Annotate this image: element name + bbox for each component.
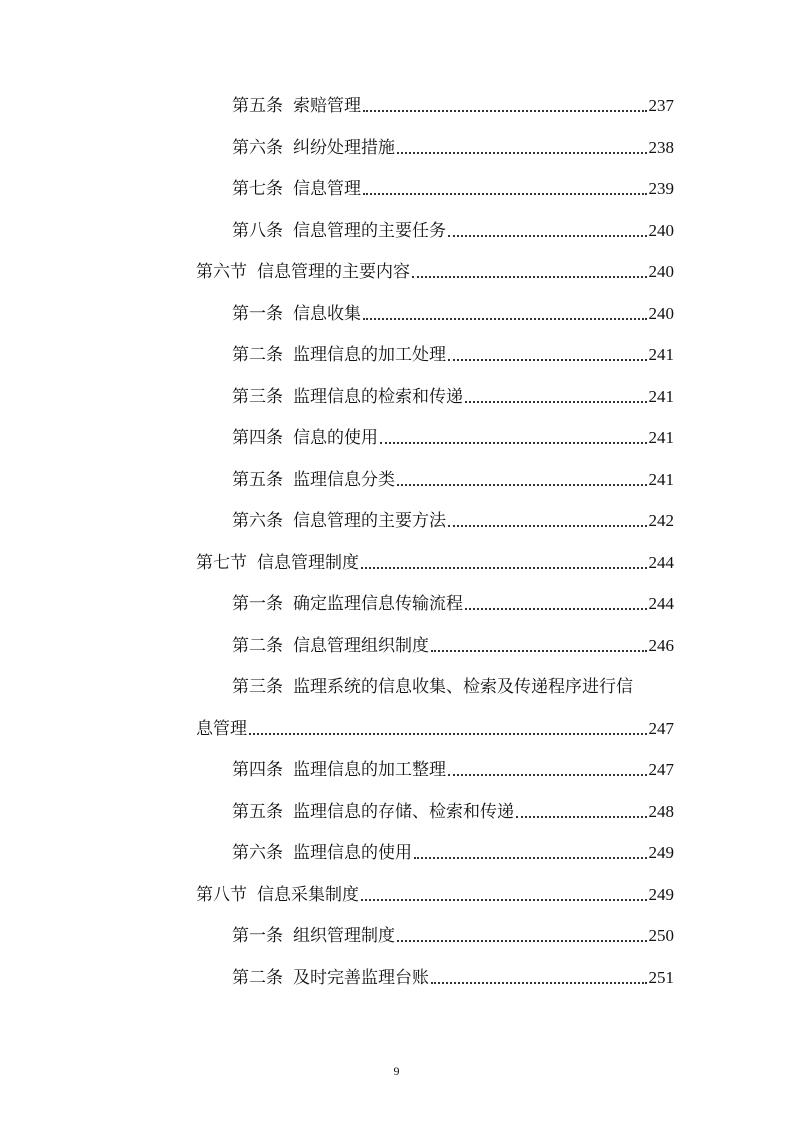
toc-label [232,511,446,531]
dot-leader [448,524,647,527]
toc-label [232,843,412,863]
toc-label [232,387,463,407]
toc-label [232,470,395,490]
toc-number: 第七条 [232,179,283,199]
dot-leader [414,856,647,859]
toc-number: 第一条 [232,926,283,946]
dot-leader [465,400,647,403]
toc-title: 信息采集制度 [257,884,359,905]
toc-title: 及时完善监理台账 [293,967,429,988]
toc-label [232,428,378,448]
dot-leader [380,441,647,444]
toc-title: 信息管理的主要内容 [257,262,410,282]
toc-label [232,677,633,697]
toc-label [196,885,359,905]
page-number: 9 [393,1064,400,1078]
toc-number: 第六节 [196,262,247,282]
dot-leader [363,109,647,112]
toc-title: 确定监理信息传输流程 [293,594,463,614]
toc-page: 240 [648,262,674,281]
toc-number: 第五条 [232,801,283,822]
toc-title: 信息管理的主要任务 [293,220,446,241]
toc-entry[interactable] [232,794,674,822]
toc-page: 241 [648,386,674,406]
toc-title: 监理信息的存储、检索和传递 [293,801,514,822]
toc-number: 第二条 [232,635,283,656]
dot-leader [249,732,647,735]
toc-title: 信息管理的主要方法 [293,511,446,531]
toc-entry[interactable] [232,960,674,988]
toc-title: 监理信息的加工整理 [293,760,446,780]
dot-leader [361,898,647,901]
toc-title: 索赔管理 [293,96,361,116]
toc-entry[interactable] [232,752,674,780]
toc-label [232,345,446,365]
dot-leader [361,566,647,569]
toc-entry[interactable] [232,918,674,946]
toc-title: 息管理 [196,718,247,739]
toc-number: 第五条 [232,469,283,490]
toc-number: 第八条 [232,220,283,241]
dot-leader [363,192,647,195]
toc-label [232,636,429,656]
toc-page: 247 [648,718,674,738]
toc-number: 第八节 [196,884,247,905]
toc-entry[interactable] [196,545,674,573]
dot-leader [448,773,647,776]
toc-label [232,179,361,199]
toc-page: 249 [648,843,674,862]
toc-entry[interactable] [232,379,674,407]
toc-entry[interactable] [196,254,674,282]
toc-label [196,262,410,282]
toc-label [232,926,395,946]
toc-entry[interactable] [232,130,674,158]
toc-page: 242 [648,511,674,530]
toc-page: 251 [648,967,674,987]
toc-number: 第三条 [232,677,283,697]
toc-page: 244 [648,552,674,572]
dot-leader [516,815,647,818]
toc-entry[interactable] [232,835,674,863]
dot-leader [465,607,647,610]
toc-title: 监理信息的使用 [293,843,412,863]
toc-title: 信息的使用 [293,428,378,448]
toc-number: 第一条 [232,594,283,614]
toc-page: 238 [648,137,674,157]
toc-page: 241 [648,428,674,447]
toc-entry[interactable] [232,628,674,656]
dot-leader [397,151,647,154]
toc-entry[interactable] [232,462,674,490]
toc-page: 244 [648,594,674,613]
dot-leader [448,234,647,237]
toc-page: 239 [648,179,674,198]
toc-entry-continuation[interactable] [196,711,674,739]
toc-number: 第三条 [232,386,283,407]
toc-number: 第二条 [232,345,283,365]
toc-title: 监理信息的加工处理 [293,345,446,365]
dot-leader [363,317,647,320]
toc-page: 241 [648,469,674,489]
toc-label [232,138,395,158]
toc-number: 第四条 [232,760,283,780]
toc-page: 241 [648,345,674,364]
toc-title: 信息管理制度 [257,552,359,573]
toc-page: 240 [648,220,674,240]
toc-entry[interactable] [232,503,674,531]
toc-page: 240 [648,303,674,323]
toc-page: 249 [648,884,674,904]
toc-entry[interactable] [232,296,674,324]
toc-title: 监理信息的检索和传递 [293,386,463,407]
toc-label [232,760,446,780]
toc-entry[interactable] [232,586,674,614]
dot-leader [431,981,647,984]
dot-leader [448,358,647,361]
dot-leader [397,483,647,486]
toc-label [232,96,361,116]
toc-entry[interactable] [232,213,674,241]
toc-title: 监理信息分类 [293,469,395,490]
toc-number: 第二条 [232,967,283,988]
toc-entry[interactable] [232,420,674,448]
toc-page: 250 [648,926,674,945]
toc-entry[interactable] [232,337,674,365]
dot-leader [412,275,647,278]
toc-number: 第六条 [232,511,283,531]
toc-title: 信息管理组织制度 [293,635,429,656]
toc-number: 第七节 [196,552,247,573]
toc-entry[interactable] [232,88,674,116]
toc-entry[interactable] [196,877,674,905]
toc-page: 246 [648,635,674,655]
toc-label [232,304,361,324]
toc-label [196,719,247,739]
toc-title: 纠纷处理措施 [293,137,395,158]
toc-number: 第四条 [232,428,283,448]
toc-number: 第六条 [232,137,283,158]
toc-title: 监理系统的信息收集、检索及传递程序进行信 [293,677,633,697]
dot-leader [397,939,647,942]
dot-leader [431,649,647,652]
toc-number: 第六条 [232,843,283,863]
toc-label [196,553,359,573]
toc-number: 第五条 [232,96,283,116]
toc-title: 信息管理 [293,179,361,199]
toc-label [232,594,463,614]
toc-title: 组织管理制度 [293,926,395,946]
toc-label [232,802,514,822]
toc-page: 248 [648,801,674,821]
toc-title: 信息收集 [293,303,361,324]
toc-entry[interactable] [232,669,674,697]
toc-label [232,968,429,988]
toc-page: 237 [648,96,674,115]
toc-page: 247 [648,760,674,779]
toc-label [232,221,446,241]
toc-number: 第一条 [232,303,283,324]
toc-entry[interactable] [232,171,674,199]
